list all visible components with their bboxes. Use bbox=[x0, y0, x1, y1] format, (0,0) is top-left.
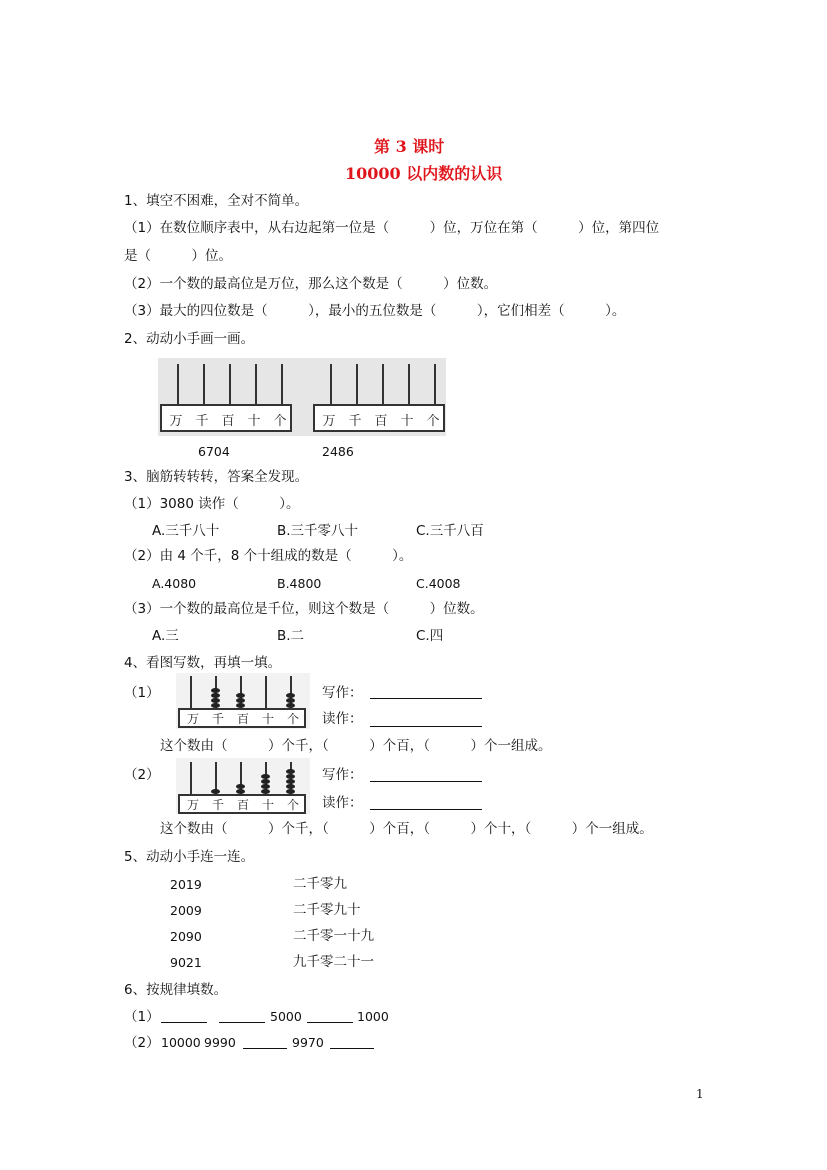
q6-row2-blank-2[interactable] bbox=[330, 1048, 374, 1049]
abacus-bead bbox=[286, 779, 295, 784]
q4-part2-write-label: 写作： bbox=[322, 767, 363, 783]
place-label: 百 bbox=[221, 414, 235, 429]
q4-heading: 4、看图写数，再填一填。 bbox=[124, 655, 282, 671]
q6-row2-value: 10000 bbox=[161, 1035, 201, 1050]
q5-left-item: 2009 bbox=[170, 903, 202, 918]
abacus-bead bbox=[236, 784, 245, 789]
q6-row1-value: 5000 bbox=[270, 1009, 302, 1024]
place-label: 万 bbox=[186, 798, 199, 812]
place-label: 万 bbox=[169, 414, 183, 429]
q5-right-item: 九千零二十一 bbox=[293, 954, 374, 970]
q6-row2-value: 9970 bbox=[292, 1035, 324, 1050]
q2-left-place-board bbox=[160, 404, 292, 432]
q3-sub2: （2）由 4 个千，8 个十组成的数是（ ）。 bbox=[124, 548, 413, 564]
q6-row1-blank-3[interactable] bbox=[307, 1022, 353, 1023]
place-label: 十 bbox=[261, 798, 274, 812]
abacus-bead bbox=[286, 698, 295, 703]
place-label: 个 bbox=[286, 712, 299, 726]
page-number: 1 bbox=[696, 1087, 704, 1101]
q4-abacus-2 bbox=[176, 758, 310, 814]
place-label: 十 bbox=[247, 414, 261, 429]
q4-part2-read-label: 读作： bbox=[322, 795, 363, 811]
abacus-bead bbox=[286, 784, 295, 789]
place-label: 万 bbox=[322, 414, 336, 429]
place-label: 个 bbox=[286, 798, 299, 812]
abacus-bead bbox=[236, 698, 245, 703]
place-label: 千 bbox=[211, 712, 224, 726]
q6-row2-label: （2） bbox=[124, 1035, 160, 1051]
q6-heading: 6、按规律填数。 bbox=[124, 982, 228, 998]
q3-sub1-option-a: A.三千八十 bbox=[152, 523, 220, 539]
q2-heading: 2、动动小手画一画。 bbox=[124, 331, 255, 347]
abacus-bead bbox=[211, 688, 220, 693]
q1-heading: 1、填空不困难，全对不简单。 bbox=[124, 193, 309, 209]
q6-row1-value: 1000 bbox=[357, 1009, 389, 1024]
abacus-rod bbox=[190, 762, 192, 795]
q4-part2-label: （2） bbox=[124, 767, 160, 783]
q3-sub1-option-b: B.三千零八十 bbox=[277, 523, 359, 539]
q3-sub3-option-b: B.二 bbox=[277, 628, 305, 644]
q4-abacus-1 bbox=[176, 673, 310, 729]
place-label: 百 bbox=[236, 712, 249, 726]
q3-sub1-option-c: C.三千八百 bbox=[416, 523, 484, 539]
q1-part1-line2: 是（ ）位。 bbox=[124, 248, 232, 264]
q1-part3: （3）最大的四位数是（ ），最小的五位数是（ ），它们相差（ ）。 bbox=[124, 303, 626, 319]
q3-sub2-option-c: C.4008 bbox=[416, 576, 461, 591]
q4-part2-read-blank[interactable] bbox=[370, 809, 482, 810]
abacus-bead bbox=[211, 698, 220, 703]
abacus-bead bbox=[236, 693, 245, 698]
q3-sub3-option-c: C.四 bbox=[416, 628, 444, 644]
q3-sub2-option-a: A.4080 bbox=[152, 576, 197, 591]
q5-right-item: 二千零九十 bbox=[293, 902, 361, 918]
abacus-bead bbox=[261, 779, 270, 784]
q5-left-item: 2090 bbox=[170, 929, 202, 944]
page-title: 第 3 课时 bbox=[374, 137, 445, 156]
q3-heading: 3、脑筋转转转，答案全发现。 bbox=[124, 469, 309, 485]
place-label: 个 bbox=[273, 414, 287, 429]
q6-row2-blank-1[interactable] bbox=[243, 1048, 287, 1049]
q4-part2-write-blank[interactable] bbox=[370, 781, 482, 782]
q5-right-item: 二千零一十九 bbox=[293, 928, 374, 944]
abacus-rod bbox=[190, 676, 192, 709]
abacus-bead bbox=[286, 774, 295, 779]
q2-right-place-board bbox=[313, 404, 445, 432]
q5-heading: 5、动动小手连一连。 bbox=[124, 849, 255, 865]
q4-part1-write-label: 写作： bbox=[322, 685, 363, 701]
place-label: 千 bbox=[348, 414, 362, 429]
q6-row1-blank-1[interactable] bbox=[161, 1022, 207, 1023]
q3-sub2-option-b: B.4800 bbox=[277, 576, 322, 591]
q6-row1-label: （1） bbox=[124, 1009, 160, 1025]
place-label: 个 bbox=[426, 414, 440, 429]
abacus-bead bbox=[261, 774, 270, 779]
q1-part1-line1: （1）在数位顺序表中，从右边起第一位是（ ）位，万位在第（ ）位，第四位 bbox=[124, 220, 660, 236]
q5-left-item: 9021 bbox=[170, 955, 202, 970]
q3-sub1: （1）3080 读作（ ）。 bbox=[124, 496, 300, 512]
page-subtitle: 10000 以内数的认识 bbox=[345, 164, 503, 183]
q4-part1-write-blank[interactable] bbox=[370, 698, 482, 699]
q3-sub3: （3）一个数的最高位是千位，则这个数是（ ）位数。 bbox=[124, 601, 484, 617]
q4-part1-sentence: 这个数由（ ）个千，（ ）个百，（ ）个一组成。 bbox=[160, 738, 552, 754]
q4-abacus-2-place-board bbox=[178, 794, 306, 814]
q6-row1-blank-2[interactable] bbox=[219, 1022, 265, 1023]
place-label: 百 bbox=[374, 414, 388, 429]
q1-part2: （2）一个数的最高位是万位，那么这个数是（ ）位数。 bbox=[124, 276, 498, 292]
abacus-bead bbox=[261, 784, 270, 789]
place-label: 千 bbox=[211, 798, 224, 812]
q2-abacus-image bbox=[158, 358, 446, 436]
q3-sub3-option-a: A.三 bbox=[152, 628, 179, 644]
q2-number-left: 6704 bbox=[198, 444, 230, 459]
q4-abacus-1-place-board bbox=[178, 708, 306, 728]
q5-left-item: 2019 bbox=[170, 877, 202, 892]
q2-number-right: 2486 bbox=[322, 444, 354, 459]
abacus-rod bbox=[265, 676, 267, 709]
place-label: 十 bbox=[400, 414, 414, 429]
place-label: 百 bbox=[236, 798, 249, 812]
place-label: 十 bbox=[261, 712, 274, 726]
q5-right-item: 二千零九 bbox=[293, 876, 347, 892]
q4-part1-read-blank[interactable] bbox=[370, 726, 482, 727]
q6-row2-value: 9990 bbox=[204, 1035, 236, 1050]
abacus-bead bbox=[286, 769, 295, 774]
q4-part1-label: （1） bbox=[124, 685, 160, 701]
place-label: 万 bbox=[186, 712, 199, 726]
q4-part2-sentence: 这个数由（ ）个千，（ ）个百，（ ）个十，（ ）个一组成。 bbox=[160, 821, 653, 837]
abacus-bead bbox=[286, 693, 295, 698]
place-label: 千 bbox=[195, 414, 209, 429]
q4-part1-read-label: 读作： bbox=[322, 711, 363, 727]
abacus-bead bbox=[211, 693, 220, 698]
